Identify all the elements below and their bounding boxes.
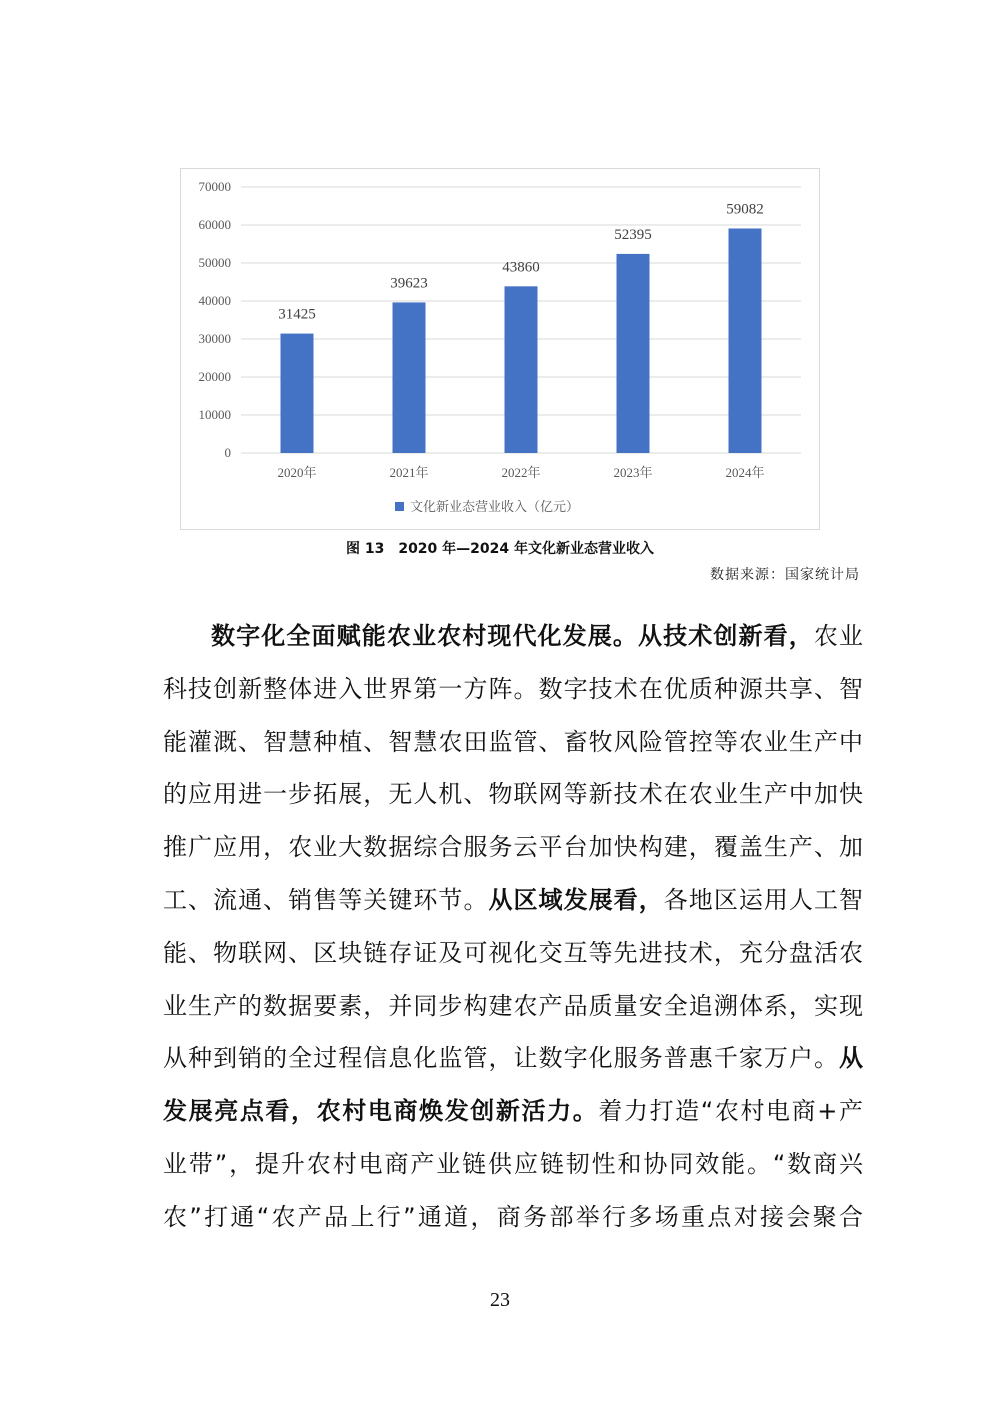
x-tick-label: 2022年	[501, 465, 541, 480]
bar-chart	[180, 168, 820, 530]
text-run: 业生产的数据要素，并同步构建农产品质量安全追溯体系，实现	[163, 991, 863, 1020]
page-number: 23	[490, 1289, 510, 1311]
data-label: 39623	[390, 275, 428, 292]
paragraph-line	[163, 1032, 863, 1085]
bar	[617, 254, 650, 453]
bar	[505, 286, 538, 453]
paragraph-line	[163, 716, 863, 769]
x-tick-label: 2023年	[613, 465, 653, 480]
x-tick-label: 2021年	[389, 465, 429, 480]
text-run: 能、物联网、区块链存证及可视化交互等先进技术，充分盘活农	[163, 938, 863, 967]
text-run: 业带”，提升农村电商产业链供应链韧性和协同效能。“数商兴	[163, 1149, 863, 1178]
bold-text: 从区域发展看，	[488, 885, 664, 914]
text-run: 农业	[813, 622, 864, 650]
bold-text: 发展亮点看，农村电商焕发创新活力。	[163, 1097, 599, 1126]
paragraph-line	[163, 1138, 863, 1191]
data-label: 31425	[278, 306, 316, 323]
text-run: 着力打造“农村电商+产	[598, 1097, 863, 1126]
y-tick-label: 20000	[198, 369, 231, 384]
text-run: 从种到销的全过程信息化监管，让数字化服务普惠千家万户。	[163, 1044, 839, 1073]
data-label: 43860	[502, 259, 540, 276]
chart-svg	[181, 169, 821, 531]
legend-swatch	[395, 502, 404, 511]
text-run: 科技创新整体进入世界第一方阵。数字技术在优质种源共享、智	[163, 674, 863, 703]
y-tick-label: 0	[224, 445, 231, 460]
y-tick-label: 70000	[198, 179, 231, 194]
y-tick-label: 50000	[198, 255, 231, 270]
paragraph-line	[163, 980, 863, 1033]
paragraph-line	[163, 610, 863, 663]
data-label: 52395	[614, 226, 652, 243]
bold-text: 数字化全面赋能农业农村现代化发展。从技术创新看，	[211, 622, 814, 650]
bar	[281, 334, 314, 453]
text-run: 各地区运用人工智	[663, 885, 864, 914]
paragraph-line	[163, 768, 863, 821]
text-run: 农”打通“农产品上行”通道，商务部举行多场重点对接会聚合	[163, 1202, 863, 1231]
figure-caption: 图 13 2020 年—2024 年文化新业态营业收入	[345, 541, 655, 557]
paragraph-line	[163, 874, 863, 927]
bar	[393, 302, 426, 453]
y-tick-label: 30000	[198, 331, 231, 346]
paragraph-line	[163, 821, 863, 874]
legend-label: 文化新业态营业收入（亿元）	[410, 500, 580, 515]
text-run: 能灌溉、智慧种植、智慧农田监管、畜牧风险管控等农业生产中	[163, 727, 863, 756]
paragraph-line	[163, 1085, 863, 1138]
y-tick-label: 10000	[198, 407, 231, 422]
paragraph-line	[163, 663, 863, 716]
text-run: 工、流通、销售等关键环节。	[163, 885, 489, 914]
text-run: 的应用进一步拓展，无人机、物联网等新技术在农业生产中加快	[163, 780, 863, 809]
paragraph-line	[163, 927, 863, 980]
text-run: 推广应用，农业大数据综合服务云平台加快构建，覆盖生产、加	[163, 833, 863, 862]
body-text	[163, 610, 863, 1244]
data-label: 59082	[726, 201, 764, 218]
y-tick-label: 40000	[198, 293, 231, 308]
data-source: 数据来源：国家统计局	[710, 567, 860, 583]
y-tick-label: 60000	[198, 217, 231, 232]
bar	[729, 228, 762, 453]
paragraph-line	[163, 1191, 863, 1244]
bold-text: 从	[839, 1044, 863, 1073]
x-tick-label: 2024年	[725, 465, 765, 480]
x-tick-label: 2020年	[277, 465, 317, 480]
